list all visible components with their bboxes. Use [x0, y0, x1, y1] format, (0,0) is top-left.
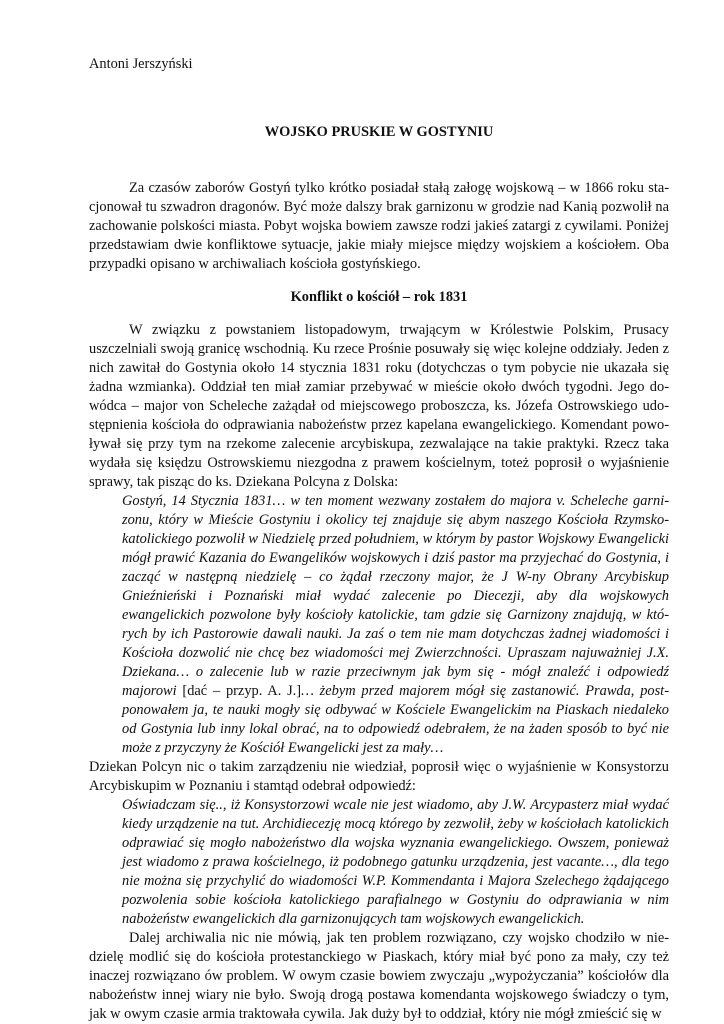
quotation-1-part-a: Gostyń, 14 Stycznia 1831… w ten moment wezwany zostałem do majora v. Scheleche garnizonu, który w Mieście Gostyniu i okolicy tej znajduje się abym naszego Kościoła Rzymsko-katolickiego pozwolił w Niedzielę przed południem, w którym by pastor Wojskowy Ewangelicki mógł prawić Kazania do Ewangelików wojskowych i dziś pastor ma przyjechać do Gostynia, i zacząć w następną niedzielę – co żądał rzeczony major, że J W-ny Obrany Arcybiskup Gnieźnieński i Poznański miał wydać zalecenie po Diecezji, aby dla wojskowych ewangelickich pozwolone były kościoły katolickie, tam gdzie się Garnizony znajdują, w których by ich Pastorowie dawali nauki. Ja zaś o tem nie mam dotychczas żadnej wiadomości i Kościoła dozwolić nie chcę bez wiadomości mej Zwierzchności. Upraszam najuważniej J.X. Dziekana… o zalecenie lub w razie przeciwnym jak bym się - mógł znaleźć i odpowiedź majorowi [122, 493, 669, 699]
quotation-1 [122, 492, 669, 758]
intro-paragraph: Za czasów zaborów Gostyń tylko krótko posiadał stałą załogę wojskową – w 1866 roku stacjonował tu szwadron dragonów. Być może dalszy brak garnizonu w grodzie nad Kanią pozwolił na zachowanie polskości miasta. Pobyt wojska bowiem zawsze rodzi jakieś zatargi z cywilami. Poniżej przedstawiam dwie konfliktowe sytuacje, jakie miały miejsce między wojskiem a kościołem. Oba przypadki opisano w archiwaliach kościoła gostyńskiego. [89, 180, 669, 272]
section-heading: Konflikt o kościół – rok 1831 [290, 289, 468, 305]
body-paragraph-3: Dalej archiwalia nic nie mówią, jak ten problem rozwiązano, czy wojsko chodziło w niedzielę modlić się do kościoła protestanckiego w Piaskach, który miał być pono za mały, czy też inaczej rozwiązano ów problem. W owym czasie bowiem zwyczaju „wypożyczania” kościołów dla nabożeństw innej wiary nie było. Swoją drogą postawa komendanta wojskowego świadczy o tym, jak w owym czasie armia traktowała cywila. Jak duży był to oddział, który nie mógł zmieścić się w [89, 930, 669, 1022]
author-name: Antoni Jerszyński [89, 56, 193, 72]
article-body [89, 179, 669, 1024]
editor-note: [dać – przyp. A. J.] [182, 683, 302, 699]
body-paragraph-1: W związku z powstaniem listopadowym, trwającym w Królestwie Polskim, Prusacy uszczelniali swoją granicę wschodnią. Ku rzece Prośnie posuwały się więc kolejne oddziały. Jeden z nich zawitał do Gostynia około 14 stycznia 1831 roku (dotychczas o tym pobycie nie ukazała się żadna wzmianka). Oddział ten miał zamiar przebywać w mieście około dwóch tygodni. Jego dowódca – major von Scheleche zażądał od miejscowego proboszcza, ks. Józefa Ostrowskiego udostępnienia kościoła do odprawiania nabożeństw przez kapelana ewangelickiego. Komendant powoływał się przy tym na rzekome zalecenie arcybiskupa, zezwalające na takie praktyki. Rzecz taka wydała się księdzu Ostrowskiemu niezgodna z prawem kościelnym, toteż poprosił o wyjaśnienie sprawy, tak pisząc do ks. Dziekana Polcyna z Dolska: [89, 322, 669, 490]
article-title: WOJSKO PRUSKIE W GOSTYNIU [264, 124, 494, 140]
quotation-2: Oświadczam się.., iż Konsystorzowi wcale nie jest wiadomo, aby J.W. Arcypasterz miał wydać kiedy urządzenie na tut. Archidiecezję mocą którego by zezwolił, żeby w kościołach katolickich odprawiać się mogło nabożeństwo dla wojska wyznania ewangelickiego. Owszem, ponieważ jest wiadomo z prawa kościelnego, iż podobnego gatunku urządzenia, jest vacante…, dla tego nie można się przychylić do wiadomości W.P. Kommendanta i Majora Szelechego żądającego pozwolenia sobie kościoła katolickiego parafialnego w Gostyniu do odprawiania w nim nabożeństw ewangelickich dla garnizonujących tam wojskowych ewangelickich. [122, 797, 669, 927]
quotation-1-part-b: … żebym przed majorem mógł się zastanowić. Prawda, postponowałem ja, te nauki mogły się odbywać w Kościele Ewangelickim na Piaskach niedaleko od Gostynia lub inny lokal obrać, na to odpowiedź odebrałem, że na żaden sposób to być nie może z przyczyny że Kościół Ewangelicki jest za mały… [122, 683, 669, 756]
body-paragraph-2: Dziekan Polcyn nic o takim zarządzeniu nie wiedział, poprosił więc o wyjaśnienie w Konsystorzu Arcybiskupim w Poznaniu i stamtąd odebrał odpowiedź: [89, 759, 669, 794]
